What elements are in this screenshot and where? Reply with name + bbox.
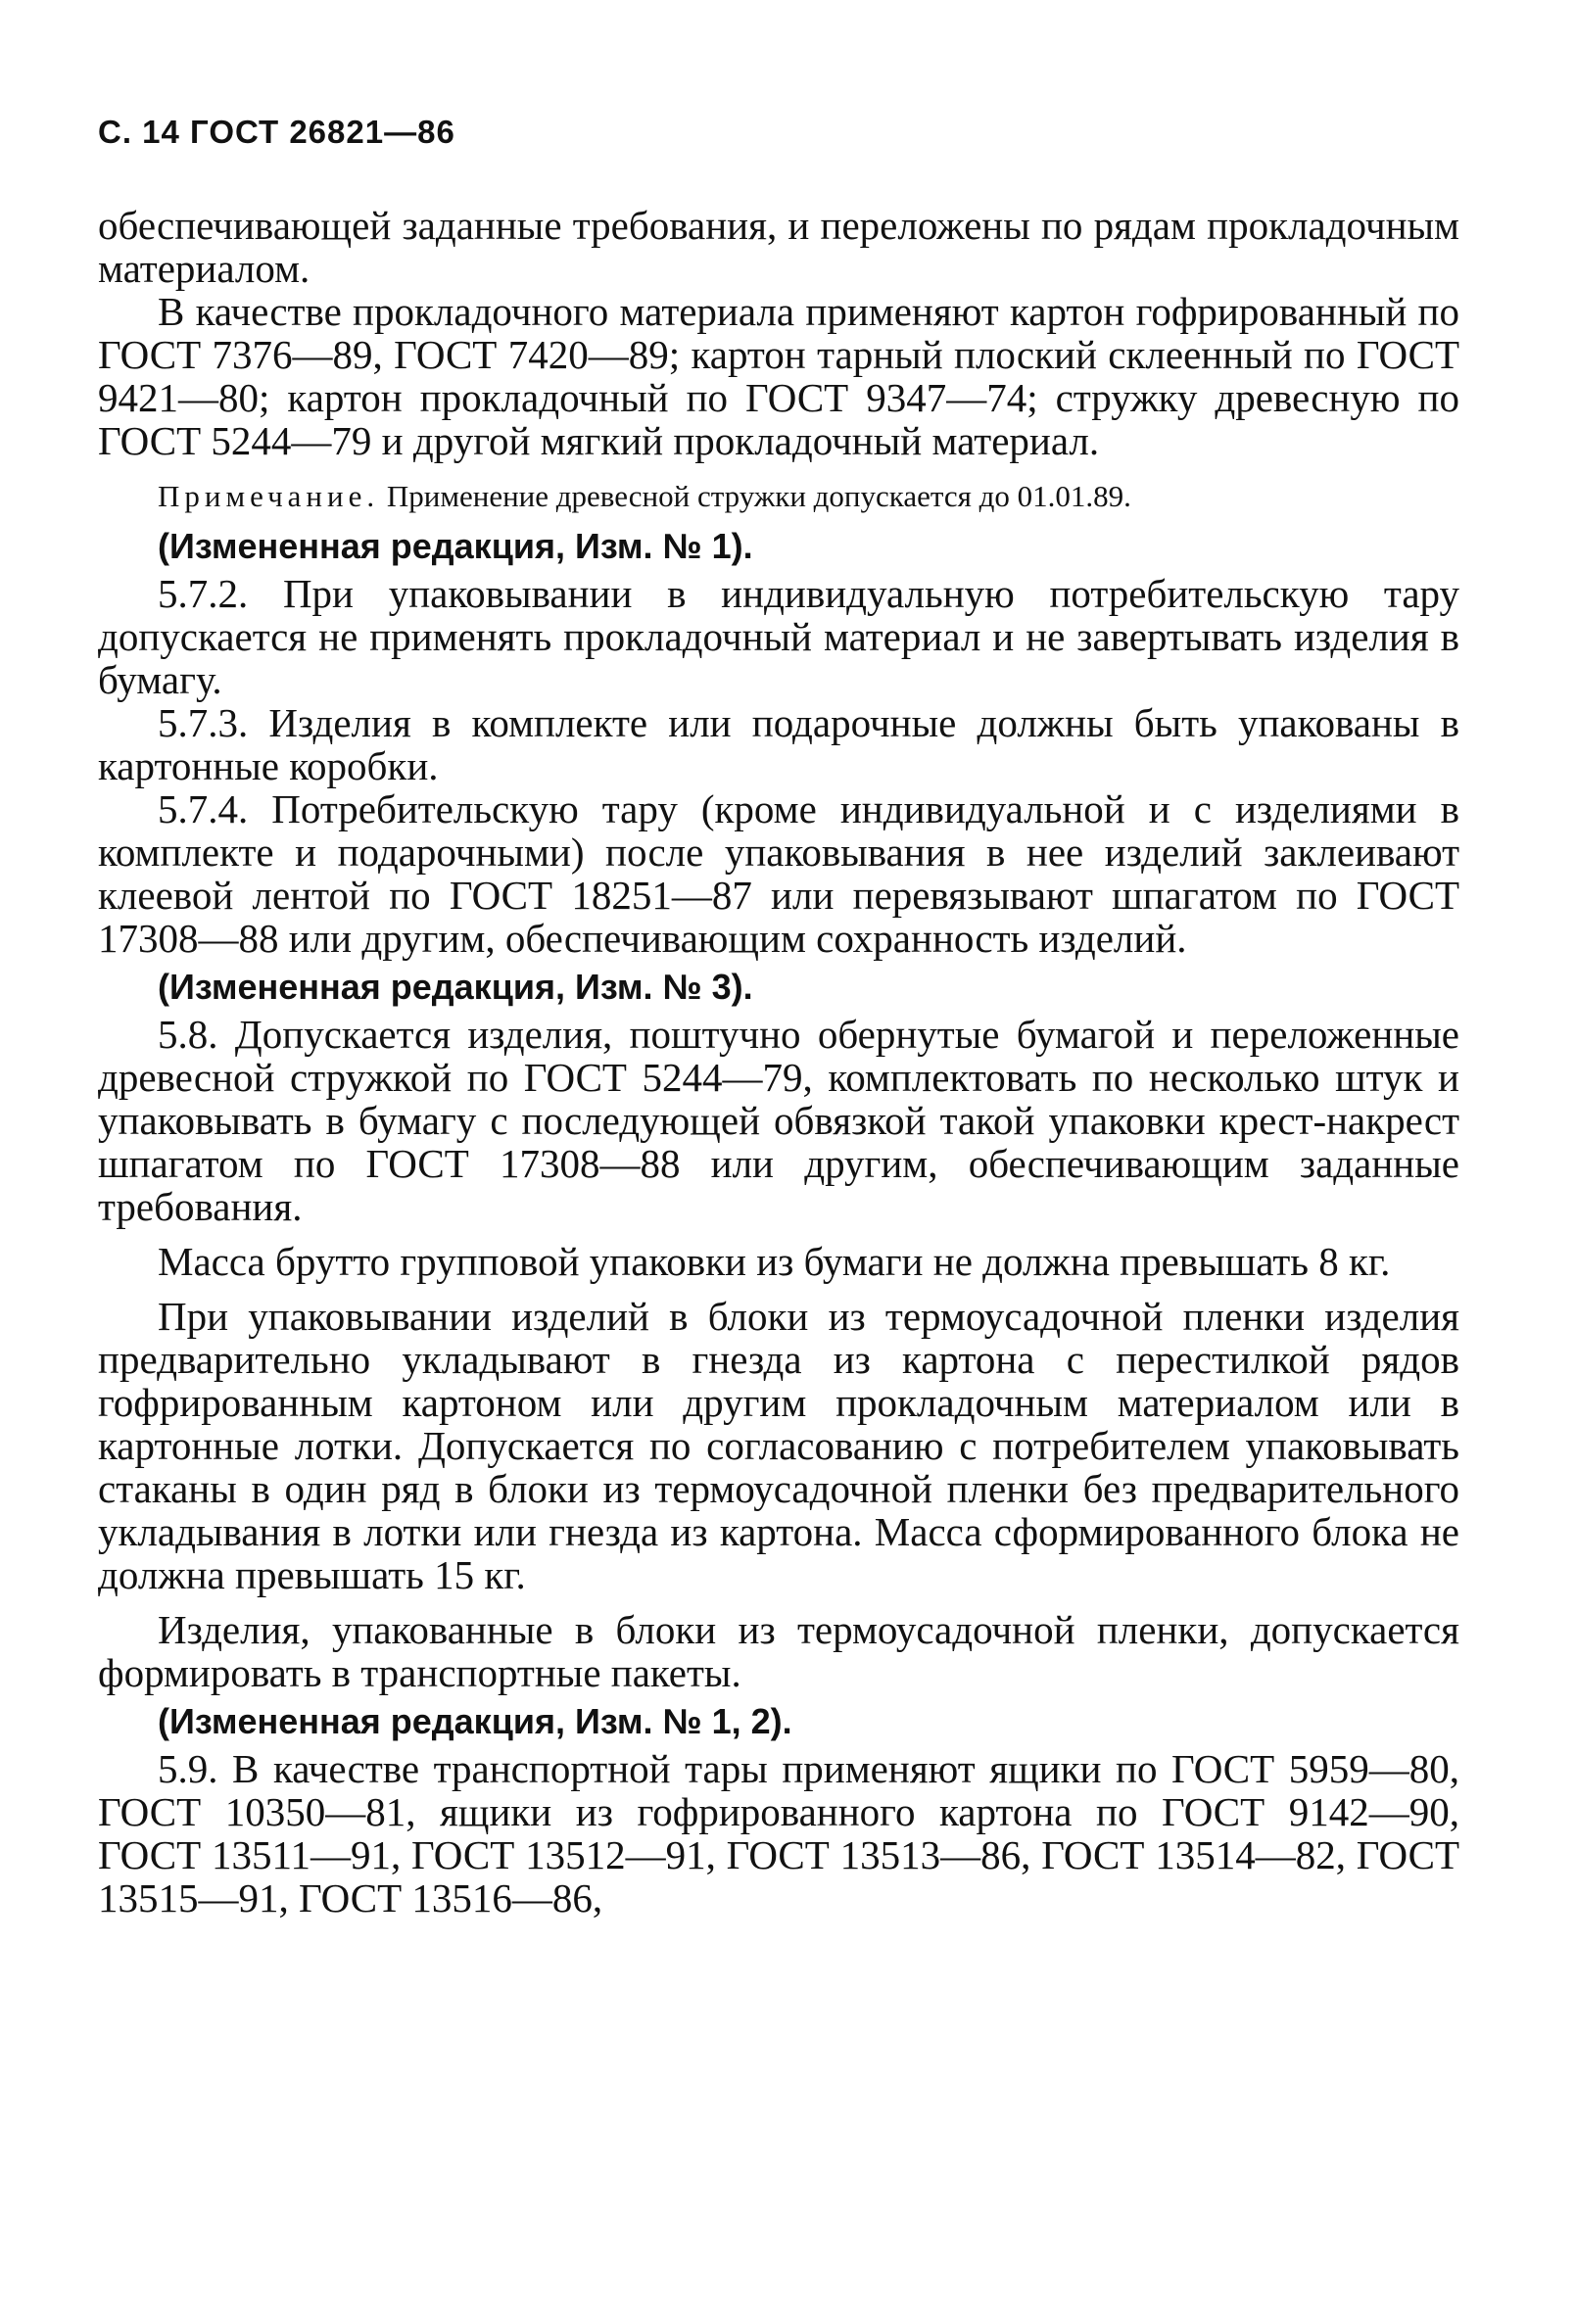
amendment-note: (Измененная редакция, Изм. № 1, 2).	[158, 1701, 792, 1741]
paragraph: В качестве прокладочного материала применяют картон гофрированный по ГОСТ 7376—89, ГОСТ 7420—89; картон тарный плоский склеенный по ГОСТ 9421—80; картон прокладочный по ГОСТ 9347—74; стружку древесную по ГОСТ 5244—79 и другой мягкий прокладочный материал.	[98, 289, 1459, 463]
paragraph: При упаковывании изделий в блоки из термоусадочной пленки изделия предварительно укладывают в гнезда из картона с перестилкой рядов гофрированным картоном или другим прокладочным материалом или в картонные лотки. Допускается по согласованию с потребителем упаковывать стаканы в один ряд в блоки из термоусадочной пленки без предварительного укладывания в лотки или гнезда из картона. Масса сформированного блока не должна превышать 15 кг.	[98, 1294, 1459, 1597]
amendment-note: (Измененная редакция, Изм. № 3).	[158, 967, 753, 1007]
paragraph: 5.7.3. Изделия в комплекте или подарочные должны быть упакованы в картонные коробки.	[98, 700, 1459, 788]
paragraph: Масса брутто групповой упаковки из бумаги не должна превышать 8 кг.	[158, 1239, 1391, 1284]
amendment-note: (Измененная редакция, Изм. № 1).	[158, 526, 753, 566]
document-body	[98, 204, 1459, 1920]
note-text: Применение древесной стружки допускается до 01.01.89.	[386, 479, 1131, 513]
note-label: Примечание.	[158, 479, 380, 513]
paragraph: 5.8. Допускается изделия, поштучно обернутые бумагой и переложенные древесной стружкой по ГОСТ 5244—79, комплектовать по несколько штук и упаковывать в бумагу с последующей обвязкой такой упаковки крест-накрест шпагатом по ГОСТ 17308—88 или другим, обеспечивающим заданные требования.	[98, 1012, 1459, 1229]
page-header: С. 14 ГОСТ 26821—86	[98, 114, 455, 150]
paragraph: 5.9. В качестве транспортной тары применяют ящики по ГОСТ 5959—80, ГОСТ 10350—81, ящики из гофрированного картона по ГОСТ 9142—90, ГОСТ 13511—91, ГОСТ 13512—91, ГОСТ 13513—86, ГОСТ 13514—82, ГОСТ 13515—91, ГОСТ 13516—86,	[98, 1746, 1459, 1921]
paragraph: Изделия, упакованные в блоки из термоусадочной пленки, допускается формировать в транспортные пакеты.	[98, 1607, 1459, 1695]
paragraph: 5.7.4. Потребительскую тару (кроме индивидуальной и с изделиями в комплекте и подарочными) после упаковывания в нее изделий заклеивают клеевой лентой по ГОСТ 18251—87 или перевязывают шпагатом по ГОСТ 17308—88 или другим, обеспечивающим сохранность изделий.	[98, 786, 1459, 961]
paragraph: обеспечивающей заданные требования, и переложены по рядам прокладочным материалом.	[98, 203, 1459, 291]
paragraph: 5.7.2. При упаковывании в индивидуальную потребительскую тару допускается не применять прокладочный материал и не завертывать изделия в бумагу.	[98, 571, 1459, 702]
note	[98, 478, 1459, 515]
